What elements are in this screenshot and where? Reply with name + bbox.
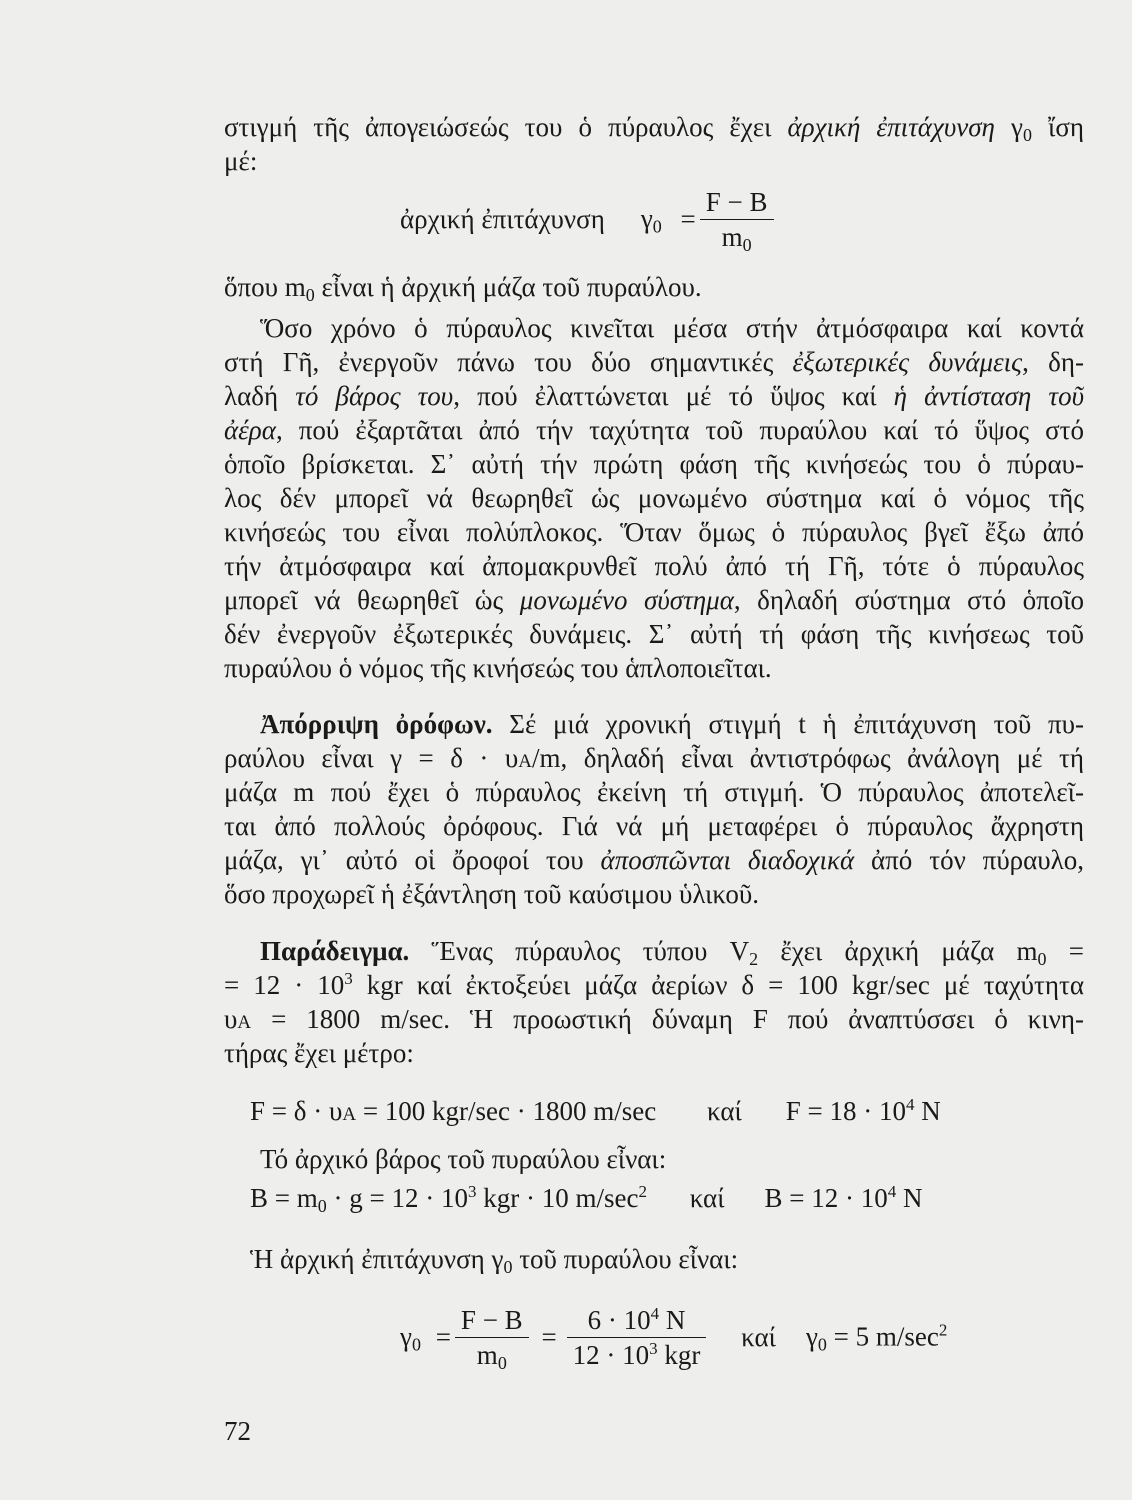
text-line: υA = 1800 m/sec. Ἡ προωστική δύναμη F πού ἀναπτύσσει ὁ κινη- [224,1004,1084,1034]
text-line: ἀέρα, πού ἐξαρτᾶται ἀπό τήν ταχύτητα τοῦ πυραύλου καί τό ὕψος στό [224,415,1084,445]
fraction: $\frac{F - B}{m_0}$ [455,1303,529,1372]
text-line: στιγμή τῆς ἀπογειώσεώς του ὁ πύραυλος ἔχει ἀρχική ἐπιτάχυνση $\gamma_0$ ἴση [224,112,1084,145]
section-heading: Παράδειγμα. [260,936,410,966]
text-line: πυραύλου ὁ νόμος τῆς κινήσεώς του ἁπλοποιεῖται. [224,653,772,683]
text-line: Παράδειγμα. Ἕνας πύραυλος τύπου $V_2$ ἔχει ἀρχική μάζα $m_0$ = [260,936,1084,969]
text-line: κινήσεώς του εἶναι πολύπλοκος. Ὅταν ὅμως ὁ πύραυλος βγεῖ ἔξω ἀπό [224,517,1084,547]
text-line: = $12 \cdot 10^3$ kgr καί ἐκτοξεύει μάζα ἀερίων δ = 100 kgr/sec μέ ταχύτητα [224,969,1085,1000]
text-line: μπορεῖ νά θεωρηθεῖ ὡς μονωμένο σύστημα, δηλαδή σύστημα στό ὁποῖο [224,585,1084,615]
text-line: Ἀπόρριψη ὀρόφων. Σέ μιά χρονική στιγμή t ἡ ἐπιτάχυνση τοῦ πυ- [260,709,1084,739]
text-line: ραύλου εἶναι γ = δ · υA/m, δηλαδή εἶναι ἀντιστρόφως ἀνάλογη μέ τή [224,743,1084,773]
text-line: λαδή τό βάρος του, πού ἐλαττώνεται μέ τό ὕψος καί ἡ ἀντίσταση τοῦ [224,381,1084,411]
text-line: ὅπου $m_0$ εἶναι ἡ ἀρχική μάζα τοῦ πυραύλου. [224,272,702,305]
fraction: $\frac{6 \cdot 10^4 N}{12 \cdot 10^3 kgr}$ [567,1303,707,1372]
text-line: τήν ἀτμόσφαιρα καί ἀπομακρυνθεῖ πολύ ἀπό τή Γῆ, τότε ὁ πύραυλος [224,551,1084,581]
page-number: 72 [224,1416,251,1446]
formula-acceleration-result: $\gamma_0$ = $\frac{F - B}{m_0}$ = $\frac{6 \cdot 10^4 N}{12 \cdot 10^3 kgr}$ καί $\gamma_0 = 5$ $m/\sec^2$ [400,1304,948,1373]
text-line: Ὅσο χρόνο ὁ πύραυλος κινεῖται μέσα στήν ἀτμόσφαιρα καί κοντά [260,313,1084,343]
formula-initial-acceleration: ἀρχική ἐπιτάχυνση $\gamma_0$ = $\frac{F - B}{m_0}$ [400,187,774,256]
text-line: Ἡ ἀρχική ἐπιτάχυνση $\gamma_0$ τοῦ πυραύλου εἶναι: [250,1244,739,1277]
text-line: ὁποῖο βρίσκεται. Σ᾽ αὐτή τήν πρώτη φάση τῆς κινήσεώς του ὁ πύραυ- [224,449,1084,479]
text-line: μάζα m πού ἔχει ὁ πύραυλος ἐκείνη τή στιγμή. Ὁ πύραυλος ἀποτελεῖ- [224,777,1084,807]
text-line: λος δέν μπορεῖ νά θεωρηθεῖ ὡς μονωμένο σύστημα καί ὁ νόμος τῆς [224,483,1084,513]
text-line: ται ἀπό πολλούς ὀρόφους. Γιά νά μή μεταφέρει ὁ πύραυλος ἄχρηστη [224,811,1084,841]
section-heading: Ἀπόρριψη ὀρόφων. [260,709,493,739]
formula-thrust: F = δ · υA = 100 kgr/sec · 1800 m/sec καί $F = 18 \cdot 10^4$ N [250,1095,941,1126]
text-line: τήρας ἔχει μέτρο: [224,1038,414,1068]
formula-weight: $B = m_0 \cdot g = 12 \cdot 10^3$ kgr · 10 $m/\sec^2$ καί $B = 12 \cdot 10^4$ N [250,1182,923,1216]
text-line: Τό ἀρχικό βάρος τοῦ πυραύλου εἶναι: [260,1144,667,1174]
text-line: ὅσο προχωρεῖ ἡ ἐξάντληση τοῦ καύσιμου ὑλικοῦ. [224,879,760,909]
fraction: $\frac{F - B}{m_0}$ [700,185,774,254]
text-line: δέν ἐνεργοῦν ἐξωτερικές δυνάμεις. Σ᾽ αὐτή τή φάση τῆς κινήσεως τοῦ [224,619,1084,649]
text-line: μάζα, γι᾽ αὐτό οἱ ὄροφοί του ἀποσπῶνται διαδοχικά ἀπό τόν πύραυλο, [224,845,1085,875]
text-line: στή Γῆ, ἐνεργοῦν πάνω του δύο σημαντικές ἐξωτερικές δυνάμεις, δη- [224,347,1085,377]
text-line: μέ: [224,146,258,176]
